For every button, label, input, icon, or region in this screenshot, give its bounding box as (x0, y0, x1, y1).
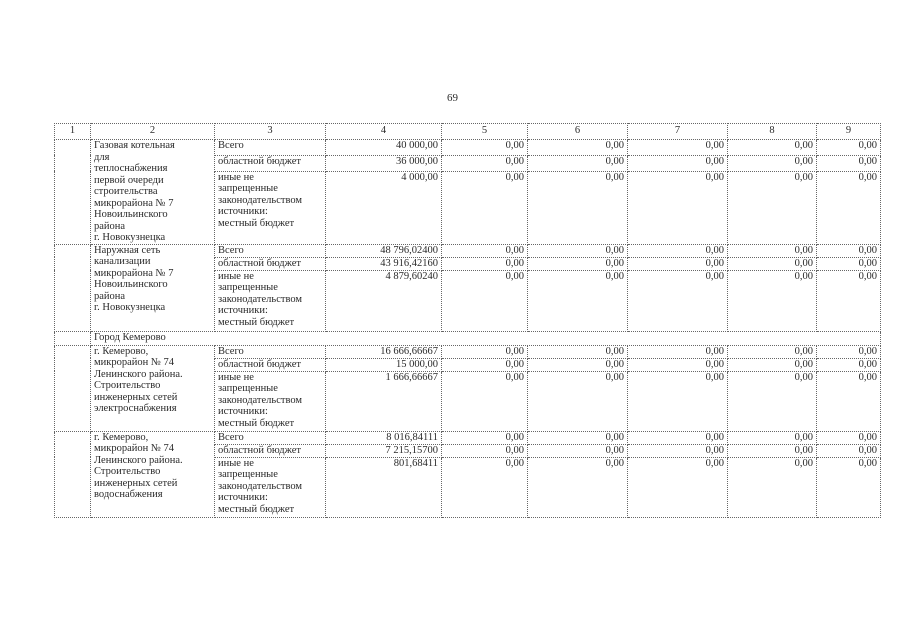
funding-source-line: местный бюджет (218, 503, 295, 515)
header-cell: 4 (326, 124, 442, 140)
funding-source-cell (215, 457, 326, 517)
value-cell: 0,00 (628, 270, 728, 331)
value-cell: 0,00 (817, 371, 881, 431)
value-cell: 1 666,66667 (326, 371, 442, 431)
row-number-cell (55, 244, 91, 331)
value-cell: 0,00 (442, 457, 528, 517)
value-cell: 0,00 (728, 244, 817, 257)
value-cell: 0,00 (817, 171, 881, 244)
funding-source-cell: областной бюджет (215, 358, 326, 371)
value-cell: 0,00 (728, 257, 817, 270)
value-cell: 8 016,84111 (326, 431, 442, 444)
object-name-cell (91, 244, 215, 331)
object-name-cell (91, 431, 215, 517)
object-name-line: инженерных сетей (94, 391, 178, 403)
value-cell: 0,00 (628, 155, 728, 171)
budget-table (54, 123, 881, 518)
section-title: Город Кемерово (91, 331, 881, 345)
row-number-cell (55, 345, 91, 431)
funding-source-cell: Всего (215, 431, 326, 444)
object-name-cell (91, 345, 215, 431)
value-cell: 0,00 (442, 171, 528, 244)
object-name-line: района (94, 290, 126, 302)
object-name-line: Газовая котельная (94, 140, 175, 151)
value-cell: 0,00 (728, 171, 817, 244)
object-name-line: Строительство (94, 380, 161, 391)
value-cell: 0,00 (528, 358, 628, 371)
value-cell: 0,00 (628, 358, 728, 371)
object-name-line: Строительство (94, 466, 161, 477)
header-cell: 5 (442, 124, 528, 140)
funding-source-cell: областной бюджет (215, 155, 326, 171)
header-cell: 9 (817, 124, 881, 140)
value-cell: 4 879,60240 (326, 270, 442, 331)
value-cell: 0,00 (628, 431, 728, 444)
budget-table-body (55, 124, 881, 518)
funding-source-line: законодательством (218, 293, 303, 305)
value-cell: 43 916,42160 (326, 257, 442, 270)
object-name-line: Наружная сеть (94, 244, 161, 256)
value-cell: 0,00 (817, 444, 881, 457)
value-cell: 0,00 (528, 155, 628, 171)
value-cell: 0,00 (442, 371, 528, 431)
value-cell: 0,00 (442, 358, 528, 371)
row-number-cell (55, 331, 91, 345)
value-cell: 0,00 (728, 444, 817, 457)
table-row (55, 140, 881, 156)
value-cell: 0,00 (728, 358, 817, 371)
value-cell: 40 000,00 (326, 140, 442, 156)
value-cell: 0,00 (728, 431, 817, 444)
funding-source-cell (215, 270, 326, 331)
object-name-line: теплоснабжения (94, 163, 168, 174)
section-row (55, 331, 881, 345)
funding-source-line: местный бюджет (218, 316, 295, 328)
object-name-line: г. Кемерово, (94, 431, 149, 443)
funding-source-line: иные не (218, 457, 254, 469)
value-cell: 0,00 (442, 270, 528, 331)
funding-source-line: иные не (218, 270, 254, 282)
object-name-line: строительства (94, 186, 158, 197)
header-cell: 8 (728, 124, 817, 140)
funding-source-line: местный бюджет (218, 417, 295, 429)
object-name-line: микрорайона № 7 (94, 267, 174, 279)
value-cell: 0,00 (817, 358, 881, 371)
value-cell: 0,00 (628, 171, 728, 244)
object-name-line: электроснабжения (94, 403, 177, 414)
object-name-line: г. Новокузнецка (94, 232, 166, 243)
funding-source-line: запрещенные (218, 282, 278, 293)
value-cell: 0,00 (817, 270, 881, 331)
value-cell: 0,00 (817, 431, 881, 444)
value-cell: 0,00 (442, 345, 528, 358)
object-name-line: микрорайон № 74 (94, 357, 175, 368)
value-cell: 0,00 (442, 257, 528, 270)
funding-source-line: законодательством (218, 480, 303, 492)
object-name-line: Новоильинского (94, 279, 168, 290)
funding-source-line: источники: (218, 206, 268, 218)
object-name-line: Ленинского района. (94, 368, 183, 380)
value-cell: 0,00 (728, 345, 817, 358)
value-cell: 0,00 (528, 244, 628, 257)
value-cell: 0,00 (817, 257, 881, 270)
value-cell: 0,00 (817, 155, 881, 171)
funding-source-cell: Всего (215, 244, 326, 257)
object-name-line: района (94, 220, 126, 232)
value-cell: 801,68411 (326, 457, 442, 517)
object-name-line: инженерных сетей (94, 477, 178, 489)
value-cell: 0,00 (628, 457, 728, 517)
header-cell: 3 (215, 124, 326, 140)
value-cell: 0,00 (528, 431, 628, 444)
value-cell: 0,00 (528, 371, 628, 431)
funding-source-line: иные не (218, 171, 254, 183)
value-cell: 0,00 (528, 270, 628, 331)
funding-source-line: запрещенные (218, 383, 278, 394)
table-row (55, 244, 881, 257)
funding-source-cell: областной бюджет (215, 257, 326, 270)
value-cell: 0,00 (817, 345, 881, 358)
object-name-line: Ленинского района. (94, 454, 183, 466)
value-cell: 16 666,66667 (326, 345, 442, 358)
value-cell: 0,00 (628, 371, 728, 431)
value-cell: 0,00 (628, 444, 728, 457)
funding-source-cell: Всего (215, 140, 326, 156)
funding-source-line: иные не (218, 371, 254, 383)
value-cell: 0,00 (442, 155, 528, 171)
row-number-cell (55, 140, 91, 245)
value-cell: 15 000,00 (326, 358, 442, 371)
table-row (55, 431, 881, 444)
value-cell: 0,00 (528, 457, 628, 517)
funding-source-cell (215, 371, 326, 431)
value-cell: 0,00 (442, 431, 528, 444)
object-name-line: микрорайон № 74 (94, 443, 175, 454)
header-cell: 6 (528, 124, 628, 140)
value-cell: 0,00 (728, 270, 817, 331)
value-cell: 48 796,02400 (326, 244, 442, 257)
value-cell: 7 215,15700 (326, 444, 442, 457)
value-cell: 0,00 (728, 457, 817, 517)
object-name-cell (91, 140, 215, 245)
header-cell: 1 (55, 124, 91, 140)
header-row (55, 124, 881, 140)
page-number: 69 (447, 92, 458, 104)
object-name-line: Новоильинского (94, 209, 168, 220)
value-cell: 0,00 (442, 444, 528, 457)
funding-source-line: источники: (218, 305, 268, 316)
value-cell: 0,00 (728, 140, 817, 156)
object-name-line: г. Кемерово, (94, 345, 149, 357)
value-cell: 0,00 (528, 257, 628, 270)
funding-source-cell: областной бюджет (215, 444, 326, 457)
funding-source-line: запрещенные (218, 469, 278, 480)
value-cell: 0,00 (628, 244, 728, 257)
value-cell: 4 000,00 (326, 171, 442, 244)
object-name-line: водоснабжения (94, 489, 163, 500)
value-cell: 0,00 (528, 171, 628, 244)
funding-source-line: источники: (218, 406, 268, 417)
value-cell: 0,00 (817, 244, 881, 257)
funding-source-line: источники: (218, 492, 268, 503)
table-row (55, 345, 881, 358)
object-name-line: канализации (94, 256, 151, 267)
object-name-line: первой очереди (94, 174, 164, 186)
funding-source-line: законодательством (218, 394, 303, 406)
value-cell: 0,00 (728, 155, 817, 171)
value-cell: 0,00 (442, 244, 528, 257)
value-cell: 0,00 (628, 257, 728, 270)
value-cell: 0,00 (817, 457, 881, 517)
value-cell: 0,00 (528, 345, 628, 358)
object-name-line: для (94, 151, 110, 163)
value-cell: 0,00 (628, 140, 728, 156)
value-cell: 0,00 (528, 444, 628, 457)
object-name-line: г. Новокузнецка (94, 302, 166, 313)
funding-source-line: законодательством (218, 194, 303, 206)
funding-source-cell (215, 171, 326, 244)
value-cell: 0,00 (728, 371, 817, 431)
value-cell: 0,00 (817, 140, 881, 156)
header-cell: 2 (91, 124, 215, 140)
value-cell: 0,00 (628, 345, 728, 358)
funding-source-line: местный бюджет (218, 217, 295, 229)
header-cell: 7 (628, 124, 728, 140)
value-cell: 0,00 (442, 140, 528, 156)
funding-source-cell: Всего (215, 345, 326, 358)
funding-source-line: запрещенные (218, 183, 278, 195)
row-number-cell (55, 431, 91, 517)
value-cell: 36 000,00 (326, 155, 442, 171)
object-name-line: микрорайона № 7 (94, 197, 174, 209)
value-cell: 0,00 (528, 140, 628, 156)
